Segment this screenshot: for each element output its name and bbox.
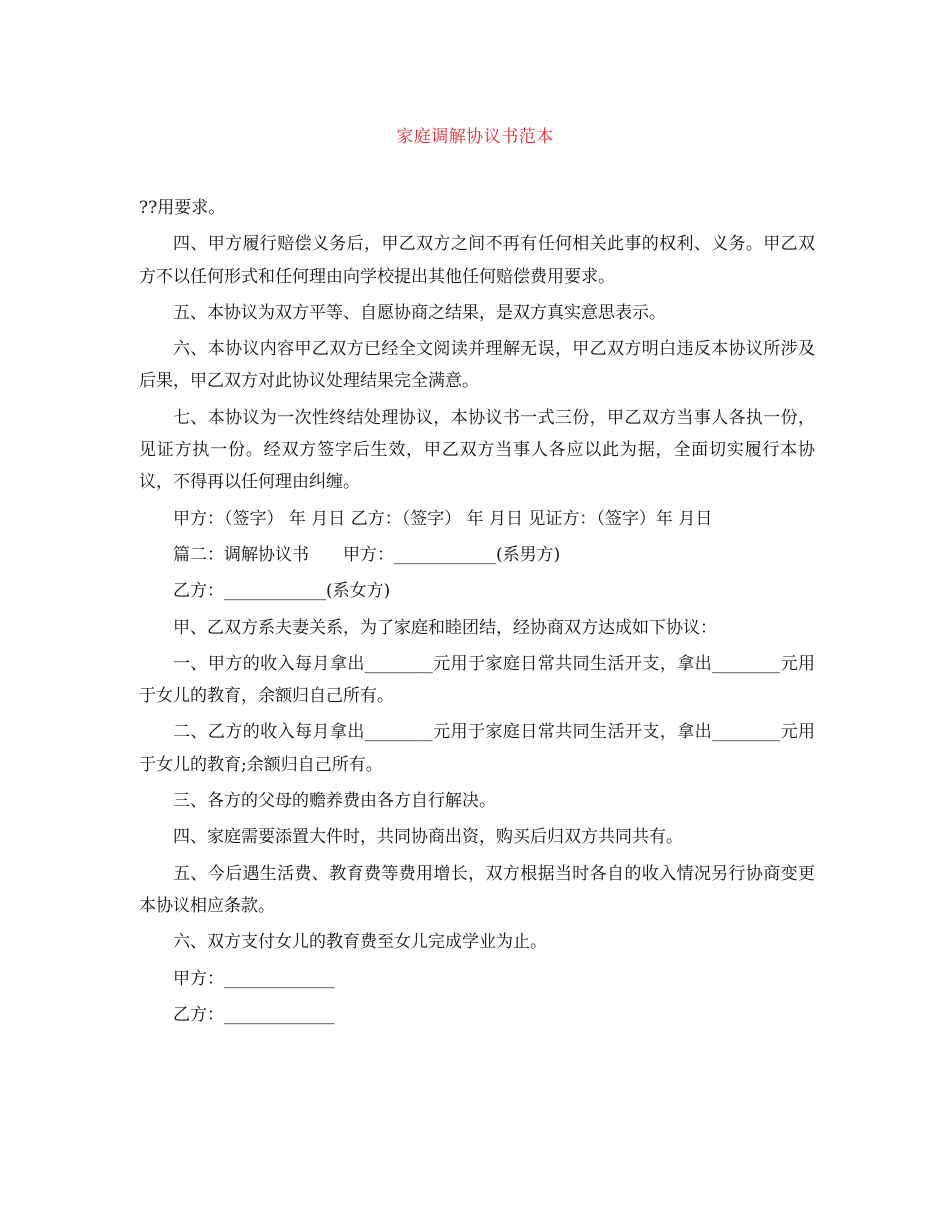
document-body (139, 192, 815, 1035)
agreement-clause-6: 六、双方支付女儿的教育费至女儿完成学业为止。 (173, 932, 547, 953)
agreement-intro: 甲、乙双方系夫妻关系，为了家庭和睦团结，经协商双方达成如下协议： (173, 617, 717, 638)
paragraph-clause-6: 六、本协议内容甲乙双方已经全文阅读并理解无误，甲乙双方明白违反本协议所涉及后果，甲乙双方对此协议处理结果完全满意。 (139, 339, 815, 392)
paragraph-clause-4: 四、甲方履行赔偿义务后，甲乙双方之间不再有任何相关此事的权利、义务。甲乙双方不以任何形式和任何理由向学校提出其他任何赔偿费用要求。 (139, 234, 815, 287)
agreement-clause-4: 四、家庭需要添置大件时，共同协商出资，购买后归双方共同共有。 (173, 827, 683, 848)
party-b-line: 乙方：____________(系女方) (173, 581, 391, 602)
agreement-clause-3: 三、各方的父母的赡养费由各方自行解决。 (173, 791, 496, 812)
paragraph-clause-5: 五、本协议为双方平等、自愿协商之结果，是双方真实意思表示。 (173, 302, 666, 323)
signature-party-a: 甲方：_____________ (173, 968, 335, 989)
agreement-clause-5: 五、今后遇生活费、教育费等费用增长，双方根据当时各自的收入情况另行协商变更本协议相应条款。 (139, 863, 815, 916)
paragraph-clause-7: 七、本协议为一次性终结处理协议，本协议书一式三份，甲乙双方当事人各执一份，见证方执一份。经双方签字后生效，甲乙双方当事人各应以此为据，全面切实履行本协议，不得再以任何理由纠缠。 (139, 407, 815, 493)
paragraph-continuation: ??用要求。 (139, 198, 226, 218)
signature-party-b: 乙方：_____________ (173, 1004, 335, 1025)
signature-line-parties: 甲方：（签字） 年 月日 乙方：（签字） 年 月日 见证方：（签字）年 月日 (173, 508, 713, 529)
document-title: 家庭调解协议书范本 (396, 127, 554, 147)
agreement-clause-2: 二、乙方的收入每月拿出________元用于家庭日常共同生活开支，拿出________元用于女儿的教育;余额归自己所有。 (139, 722, 815, 775)
section-two-header: 篇二：调解协议书 甲方：____________(系男方) (173, 544, 561, 565)
agreement-clause-1: 一、甲方的收入每月拿出________元用于家庭日常共同生活开支，拿出________元用于女儿的教育，余额归自己所有。 (139, 653, 815, 707)
